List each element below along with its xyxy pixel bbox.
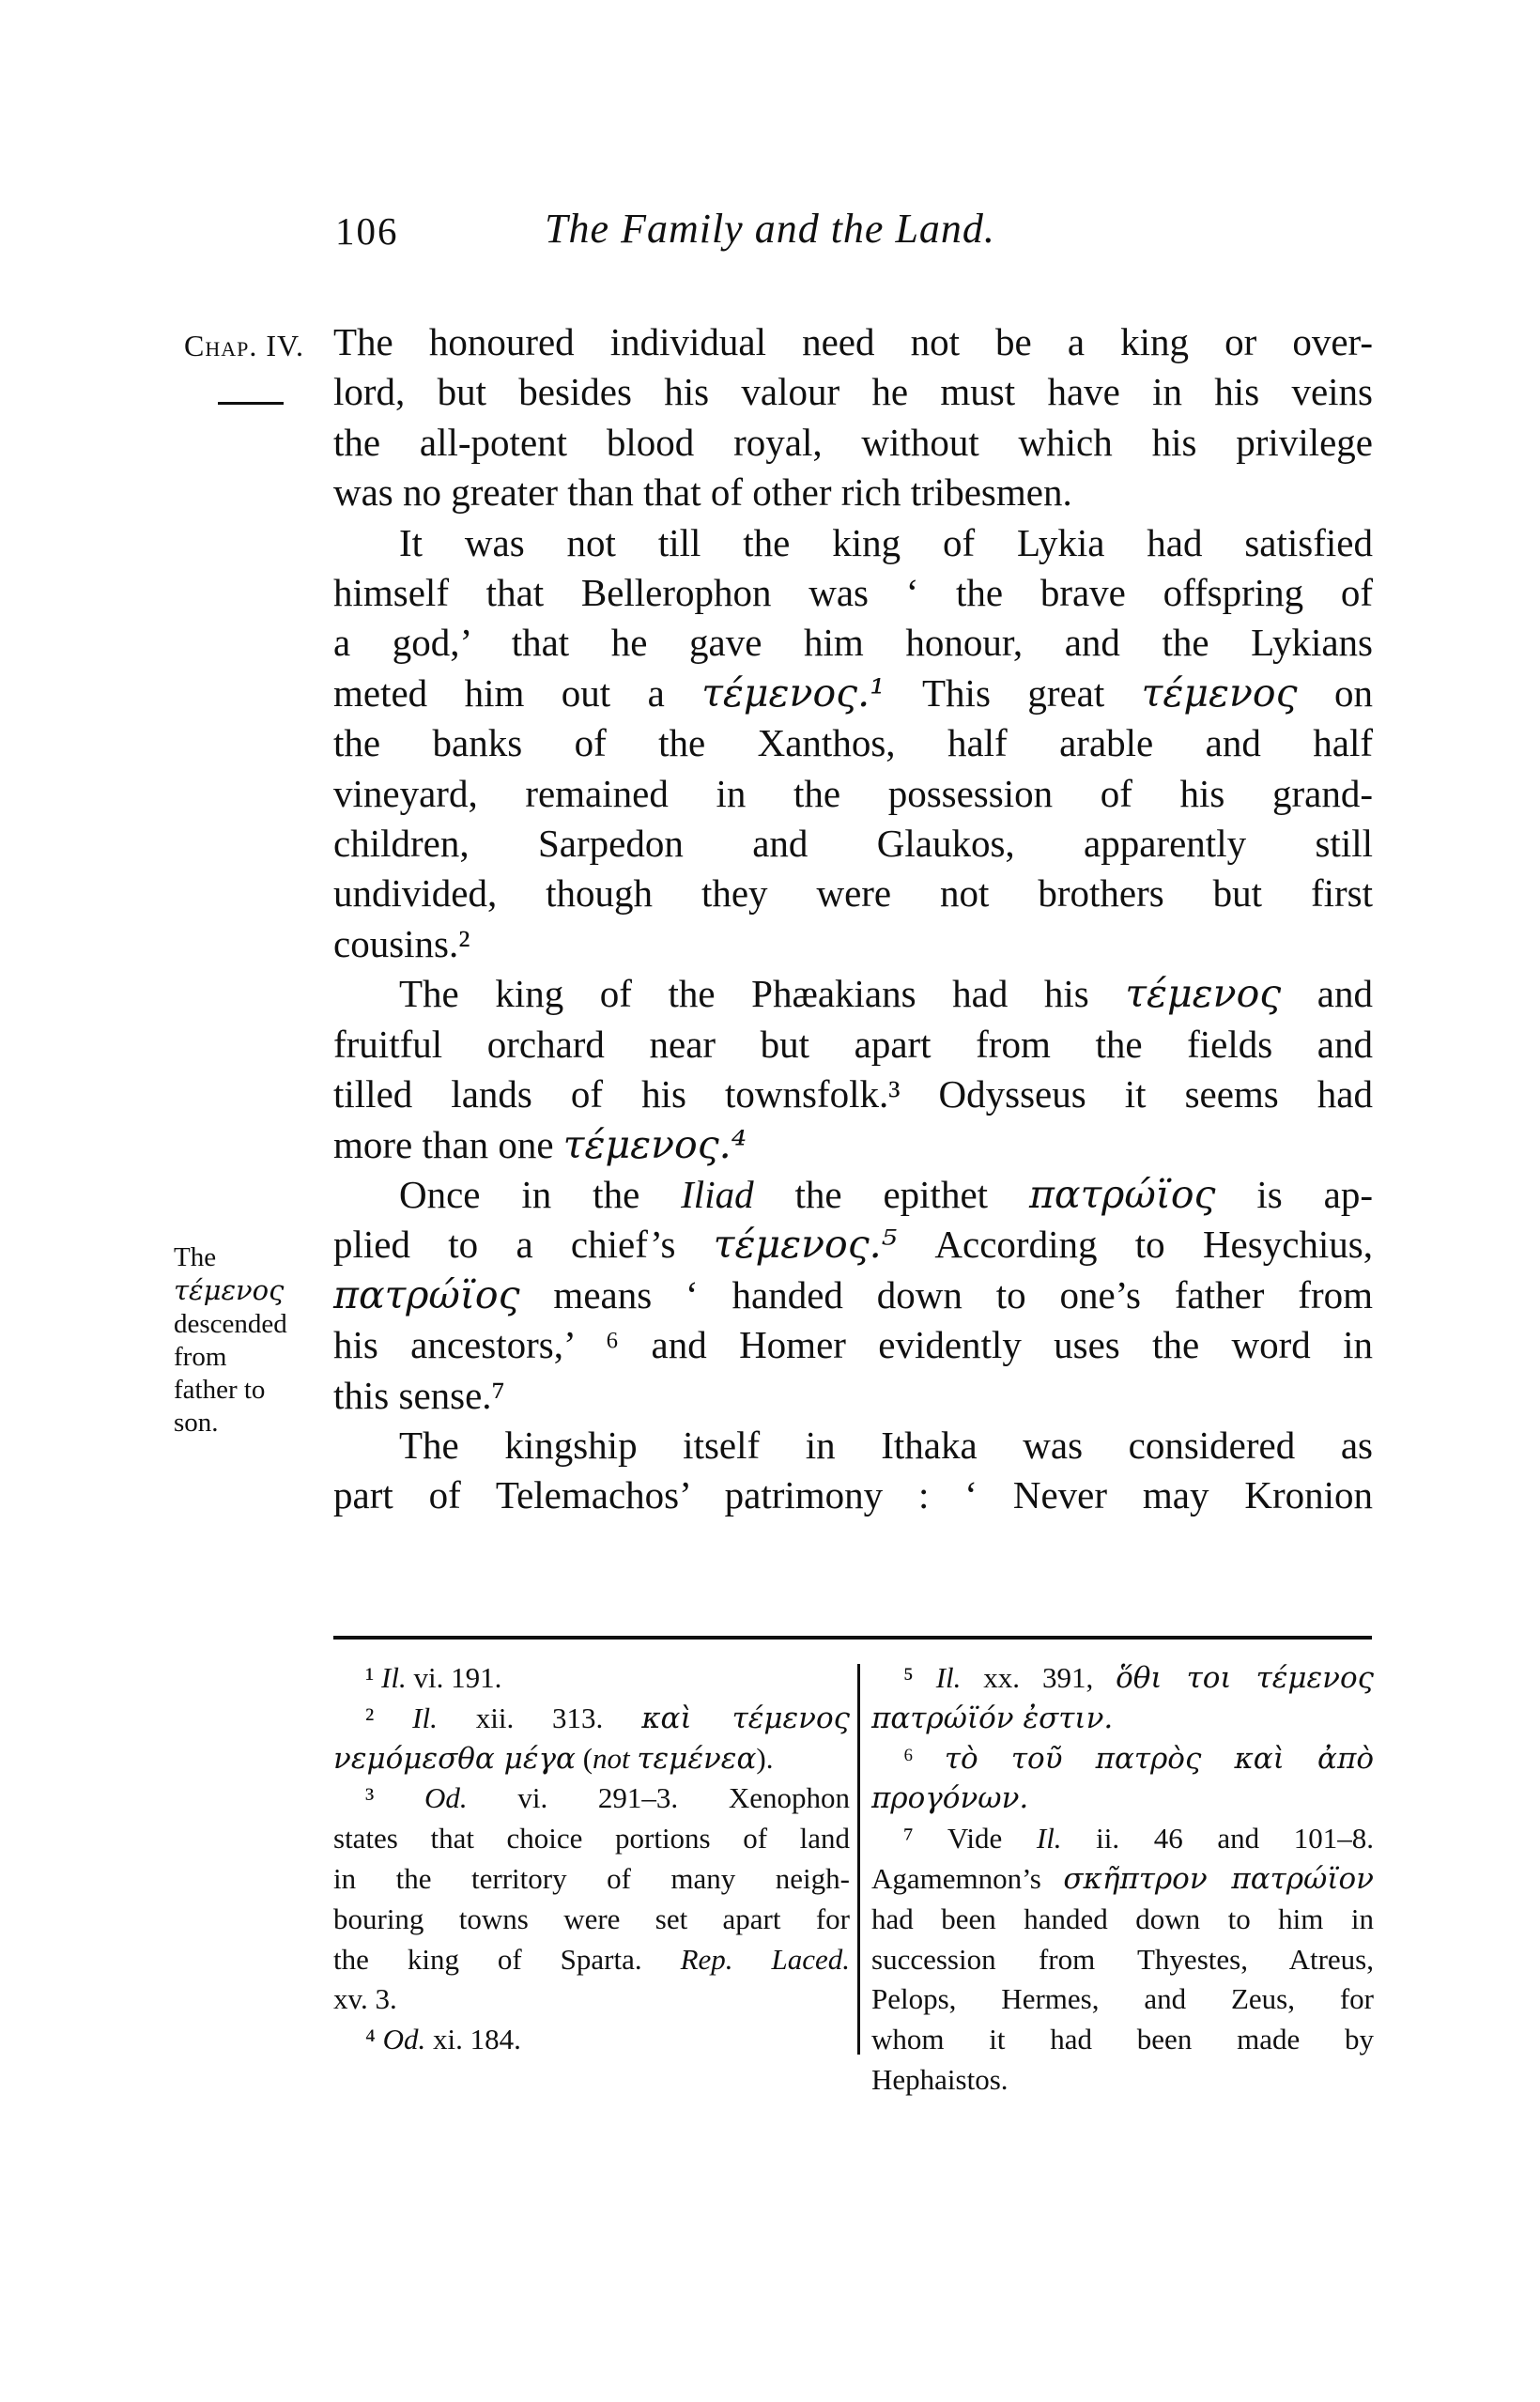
body-line: vineyard, remained in the possession of his grand- — [333, 771, 1373, 815]
chapter-label: Chap. IV. — [184, 329, 304, 362]
footnote-right-line: ⁷ Vide Il. ii. 46 and 101–8. — [903, 1822, 1374, 1855]
body-line: undivided, though they were not brothers but first — [333, 871, 1373, 916]
footnote-column-right — [871, 1658, 1374, 2101]
footnote-right-line: πατρώϊόν ἐστιν. — [871, 1701, 1114, 1735]
margin-note — [174, 1241, 329, 1440]
footnote-left-line: xv. 3. — [333, 1982, 397, 2016]
footnote-column-divider — [857, 1664, 860, 2055]
margin-note-line: The — [174, 1242, 217, 1272]
footnote-left-line: ² Il. xii. 313. καὶ τέμενος — [365, 1701, 851, 1735]
margin-note-line: son. — [174, 1408, 219, 1438]
margin-note-line: from — [174, 1342, 227, 1372]
body-line: this sense.⁷ — [333, 1373, 505, 1417]
body-line: lord, but besides his valour he must have in his veins — [333, 370, 1373, 414]
footnote-right-line: succession from Thyestes, Atreus, — [871, 1942, 1374, 1976]
body-line: Once in the Iliad the epithet πατρώϊος is ap- — [399, 1171, 1373, 1217]
body-line: The honoured individual need not be a king or over- — [333, 320, 1373, 363]
margin-note-line: father to — [174, 1375, 266, 1405]
footnote-left-line: νεμόμεσθα μέγα (not τεμένεα). — [333, 1741, 774, 1776]
footnote-left-line: bouring towns were set apart for — [333, 1902, 850, 1935]
footnote-right-line: Hephaistos. — [871, 2062, 1009, 2096]
footnote-left-line: ³ Od. vi. 291–3. Xenophon — [365, 1781, 850, 1815]
body-line: his ancestors,’ ⁶ and Homer evidently uses the word in — [333, 1323, 1373, 1367]
body-line: children, Sarpedon and Glaukos, apparently still — [333, 822, 1373, 866]
body-line: The kingship itself in Ithaka was considered as — [399, 1423, 1373, 1467]
body-line: was no greater than that of other rich tribesmen. — [333, 470, 1072, 515]
footnote-right-line: Agamemnon’s σκῆπτρον πατρώϊον — [871, 1861, 1374, 1896]
body-line: tilled lands of his townsfolk.³ Odysseus it seems had — [333, 1072, 1373, 1116]
body-line: the banks of the Xanthos, half arable and half — [333, 721, 1373, 765]
footnote-right-line: Pelops, Hermes, and Zeus, for — [871, 1982, 1374, 2016]
body-line: The king of the Phæakians had his τέμενος and — [399, 971, 1374, 1017]
body-line: meted him out a τέμενος.¹ This great τέμενος on — [333, 670, 1373, 716]
body-text — [333, 317, 1373, 1521]
footnote-left-line: in the territory of many neigh- — [333, 1861, 850, 1895]
footnote-left-line: states that choice portions of land — [333, 1822, 850, 1855]
body-line: part of Telemachos’ patrimony : ‘ Never may Kronion — [333, 1473, 1373, 1517]
footnote-right-line: had been handed down to him in — [871, 1902, 1374, 1935]
chapter-rule — [218, 402, 284, 405]
footnote-right-line: ⁶ τὸ τοῦ πατρὸς καὶ ἀπὸ προγόνων. — [871, 1741, 1374, 1816]
footnote-right-line: ⁵ Il. xx. 391, ὅθι τοι τέμενος — [903, 1661, 1375, 1695]
footnote-left-line: ¹ Il. vi. 191. — [365, 1661, 502, 1694]
body-line: It was not till the king of Lykia had satisfied — [399, 520, 1373, 564]
body-line: fruitful orchard near but apart from the fields and — [333, 1022, 1373, 1066]
page-number: 106 — [335, 209, 399, 253]
margin-note-line: descended — [174, 1309, 287, 1339]
footnote-left-line: the king of Sparta. Rep. Laced. — [333, 1942, 850, 1976]
body-line: πατρώϊος means ‘ handed down to one’s father from — [333, 1271, 1373, 1317]
margin-note-line: τέμενος — [174, 1274, 285, 1306]
body-line: a god,’ that he gave him honour, and the Lykians — [333, 621, 1373, 665]
footnote-right-line: whom it had been made by — [871, 2023, 1374, 2056]
body-line: more than one τέμενος.⁴ — [333, 1121, 747, 1167]
running-head: The Family and the Land. — [545, 206, 995, 252]
body-line: plied to a chief’s τέμενος.⁵ According to Hesychius, — [333, 1222, 1373, 1268]
footnote-rule — [333, 1636, 1372, 1640]
body-line: cousins.² — [333, 921, 470, 965]
footnote-left-line: ⁴ Od. xi. 184. — [365, 2023, 521, 2056]
body-line: the all-potent blood royal, without which his privilege — [333, 420, 1373, 464]
footnote-column-left — [333, 1658, 850, 2060]
body-line: himself that Bellerophon was ‘ the brave offspring of — [333, 571, 1373, 615]
